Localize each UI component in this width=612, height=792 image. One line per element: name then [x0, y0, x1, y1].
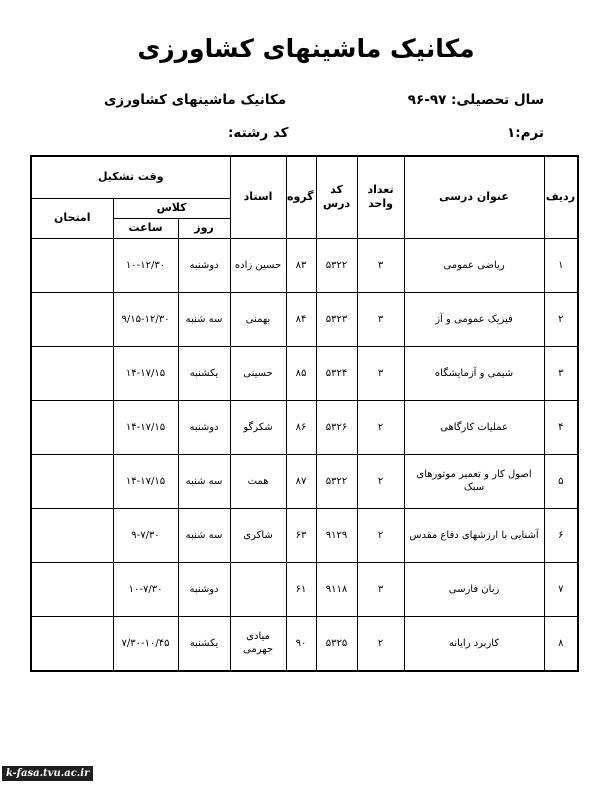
cell-course-code: ۵۳۲۵ [316, 616, 357, 671]
cell-course-code: ۵۳۲۴ [316, 346, 357, 400]
cell-course-code: ۵۳۲۲ [316, 238, 357, 292]
cell-time: ۱۴-۱۷/۱۵ [113, 454, 178, 508]
header-course-title: عنوان درسی [404, 156, 544, 238]
cell-day: یکشنبه [178, 346, 230, 400]
cell-teacher: شکرگو [230, 400, 286, 454]
cell-day: دوشنبه [178, 238, 230, 292]
header-row-no: ردیف [544, 156, 578, 238]
cell-exam [31, 238, 113, 292]
table-row [31, 292, 578, 346]
header-class: کلاس [113, 198, 230, 218]
table-row [31, 346, 578, 400]
cell-row-no: ۵ [544, 454, 578, 508]
cell-day: سه شنبه [178, 508, 230, 562]
table-row [31, 508, 578, 562]
cell-exam [31, 508, 113, 562]
cell-day: یکشنبه [178, 616, 230, 671]
cell-group: ۹۰ [286, 616, 316, 671]
cell-day: دوشنبه [178, 562, 230, 616]
cell-time: ۹/۱۵-۱۲/۳۰ [113, 292, 178, 346]
cell-row-no: ۷ [544, 562, 578, 616]
cell-row-no: ۲ [544, 292, 578, 346]
header-units: تعداد واحد [357, 156, 404, 238]
cell-teacher: حسین زاده [230, 238, 286, 292]
cell-course-title: فیزیک عمومی و آز [404, 292, 544, 346]
cell-exam [31, 292, 113, 346]
cell-exam [31, 562, 113, 616]
cell-teacher: همت [230, 454, 286, 508]
cell-units: ۲ [357, 616, 404, 671]
field-code-label: کد رشته: [228, 125, 289, 141]
cell-units: ۳ [357, 346, 404, 400]
cell-units: ۳ [357, 292, 404, 346]
header-teacher: استاد [230, 156, 286, 238]
cell-group: ۶۳ [286, 508, 316, 562]
cell-units: ۳ [357, 562, 404, 616]
cell-time: ۱۰-۷/۳۰ [113, 562, 178, 616]
cell-course-title: کاربرد رایانه [404, 616, 544, 671]
cell-units: ۲ [357, 400, 404, 454]
cell-exam [31, 346, 113, 400]
cell-course-title: آشنایی با ارزشهای دفاع مقدس [404, 508, 544, 562]
schedule-table [30, 155, 579, 672]
cell-teacher: میادی جهرمی [230, 616, 286, 671]
header-exam: امتحان [31, 198, 113, 238]
header-day: روز [178, 218, 230, 238]
cell-group: ۸۷ [286, 454, 316, 508]
cell-group: ۶۱ [286, 562, 316, 616]
cell-group: ۸۶ [286, 400, 316, 454]
table-row [31, 400, 578, 454]
cell-time: ۹-۷/۳۰ [113, 508, 178, 562]
cell-row-no: ۱ [544, 238, 578, 292]
cell-course-title: اصول کار و تعمیر موتورهای سبک [404, 454, 544, 508]
cell-day: سه شنبه [178, 454, 230, 508]
cell-course-code: ۹۱۱۸ [316, 562, 357, 616]
cell-row-no: ۸ [544, 616, 578, 671]
cell-units: ۲ [357, 454, 404, 508]
cell-units: ۳ [357, 238, 404, 292]
cell-course-title: زبان فارسی [404, 562, 544, 616]
cell-course-title: عملیات کارگاهی [404, 400, 544, 454]
cell-time: ۷/۳۰-۱۰/۴۵ [113, 616, 178, 671]
cell-course-code: ۵۳۲۳ [316, 292, 357, 346]
cell-exam [31, 454, 113, 508]
header-course-code: کد درس [316, 156, 357, 238]
cell-day: سه شنبه [178, 292, 230, 346]
cell-time: ۱۰-۱۲/۳۰ [113, 238, 178, 292]
table-row [31, 238, 578, 292]
cell-exam [31, 616, 113, 671]
cell-course-code: ۵۳۲۶ [316, 400, 357, 454]
cell-row-no: ۳ [544, 346, 578, 400]
cell-teacher: بهمنی [230, 292, 286, 346]
cell-row-no: ۴ [544, 400, 578, 454]
header-schedule: وقت تشکیل [31, 156, 230, 198]
cell-time: ۱۴-۱۷/۱۵ [113, 346, 178, 400]
site-logo: k-fasa.tvu.ac.ir [2, 766, 93, 781]
cell-course-title: ریاضی عمومی [404, 238, 544, 292]
cell-teacher [230, 562, 286, 616]
cell-course-code: ۹۱۲۹ [316, 508, 357, 562]
cell-group: ۸۴ [286, 292, 316, 346]
cell-teacher: حسینی [230, 346, 286, 400]
cell-units: ۲ [357, 508, 404, 562]
academic-year: سال تحصیلی: ۹۷-۹۶ [407, 92, 544, 108]
table-row [31, 562, 578, 616]
cell-row-no: ۶ [544, 508, 578, 562]
table-row [31, 616, 578, 671]
header-time: ساعت [113, 218, 178, 238]
table-row [31, 454, 578, 508]
cell-teacher: شاکری [230, 508, 286, 562]
field-name: مکانیک ماشینهای کشاورزی [104, 92, 287, 108]
cell-time: ۱۴-۱۷/۱۵ [113, 400, 178, 454]
cell-group: ۸۵ [286, 346, 316, 400]
term-label: ترم:۱ [506, 125, 544, 141]
cell-exam [31, 400, 113, 454]
cell-course-code: ۵۳۲۲ [316, 454, 357, 508]
page-title: مکانیک ماشینهای کشاورزی [137, 34, 475, 63]
cell-course-title: شیمی و آزمایشگاه [404, 346, 544, 400]
cell-day: دوشنبه [178, 400, 230, 454]
cell-group: ۸۳ [286, 238, 316, 292]
header-group: گروه [286, 156, 316, 238]
